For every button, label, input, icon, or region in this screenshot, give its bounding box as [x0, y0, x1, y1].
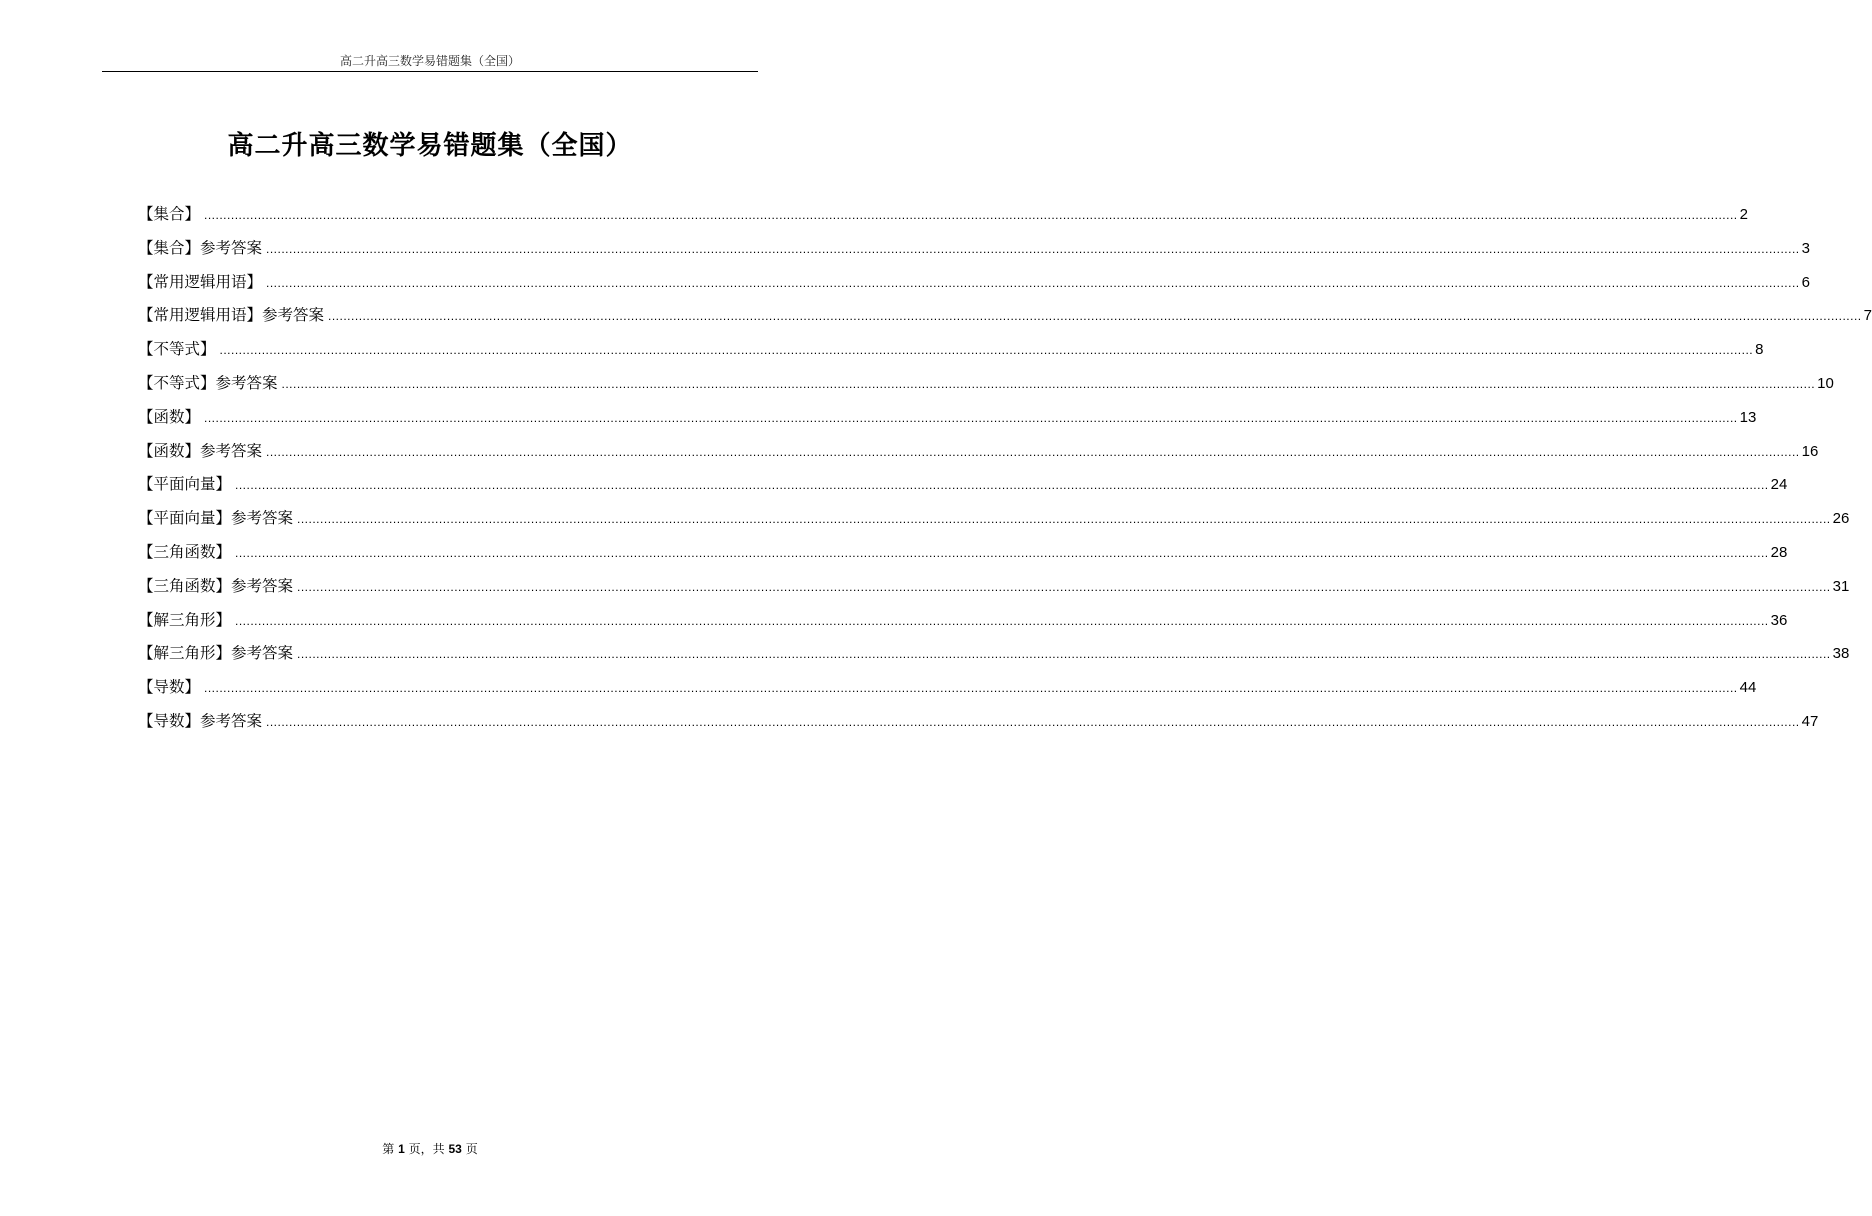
toc-entry-label: 【不等式】参考答案 [138, 373, 278, 392]
toc-entry-page-number: 31 [1832, 577, 1850, 595]
toc-entry-page-number: 38 [1832, 645, 1850, 663]
toc-entry-page-number: 7 [1863, 307, 1872, 325]
dot-leader: ................................................................................................................................................................................................................................................................................................................................................................................................................ [297, 647, 1831, 662]
toc-entry[interactable] [138, 270, 1810, 304]
dot-leader: ................................................................................................................................................................................................................................................................................................................................................................................................................ [204, 208, 1738, 222]
toc-entry-label: 【函数】参考答案 [138, 441, 263, 460]
toc-entry-label: 【集合】参考答案 [138, 238, 263, 257]
toc-entry-label: 【三角函数】参考答案 [138, 576, 294, 595]
toc-entry-label: 【常用逻辑用语】参考答案 [138, 306, 325, 325]
dot-leader: ................................................................................................................................................................................................................................................................................................................................................................................................................ [266, 275, 1800, 290]
toc-entry[interactable] [138, 641, 1850, 675]
toc-entry[interactable] [138, 202, 1748, 236]
footer-middle: 页，共 [408, 1142, 445, 1156]
toc-entry[interactable] [138, 439, 1819, 473]
dot-leader: ................................................................................................................................................................................................................................................................................................................................................................................................................ [297, 512, 1831, 527]
toc-entry[interactable] [138, 303, 1872, 337]
toc-entry[interactable] [138, 405, 1757, 439]
toc-entry-label: 【三角函数】 [138, 542, 232, 561]
toc-entry[interactable] [138, 236, 1810, 270]
table-of-contents [138, 202, 1872, 743]
toc-entry-label: 【不等式】 [138, 340, 216, 359]
toc-entry-label: 【解三角形】 [138, 610, 232, 629]
toc-entry-label: 【平面向量】参考答案 [138, 509, 294, 528]
dot-leader: ................................................................................................................................................................................................................................................................................................................................................................................................................ [235, 545, 1769, 560]
toc-entry[interactable] [138, 574, 1850, 608]
toc-entry[interactable] [138, 540, 1788, 574]
toc-entry-page-number: 8 [1755, 341, 1764, 359]
dot-leader: ................................................................................................................................................................................................................................................................................................................................................................................................................ [328, 309, 1862, 324]
toc-entry-label: 【集合】 [138, 205, 201, 223]
toc-entry-page-number: 47 [1801, 712, 1819, 730]
toc-entry-label: 【常用逻辑用语】 [138, 272, 263, 291]
toc-entry-page-number: 16 [1801, 442, 1819, 460]
toc-entry-page-number: 2 [1739, 206, 1748, 223]
toc-entry-page-number: 13 [1739, 408, 1757, 426]
dot-leader: ................................................................................................................................................................................................................................................................................................................................................................................................................ [266, 241, 1800, 256]
toc-entry-page-number: 26 [1832, 510, 1850, 528]
dot-leader: ................................................................................................................................................................................................................................................................................................................................................................................................................ [281, 376, 1816, 391]
toc-entry-label: 【解三角形】参考答案 [138, 644, 294, 663]
toc-entry-page-number: 6 [1801, 273, 1810, 291]
toc-entry[interactable] [138, 371, 1834, 405]
toc-entry-page-number: 36 [1770, 611, 1788, 629]
toc-entry-page-number: 44 [1739, 679, 1757, 697]
dot-leader: ................................................................................................................................................................................................................................................................................................................................................................................................................ [297, 579, 1831, 594]
footer-current-page: 1 [398, 1142, 405, 1156]
running-header: 高二升高三数学易错题集（全国） [339, 54, 520, 68]
dot-leader: ................................................................................................................................................................................................................................................................................................................................................................................................................ [219, 343, 1754, 358]
toc-entry[interactable] [138, 472, 1788, 506]
toc-entry[interactable] [138, 608, 1788, 642]
header-rule [102, 71, 758, 72]
dot-leader: ................................................................................................................................................................................................................................................................................................................................................................................................................ [204, 681, 1738, 696]
toc-entry-page-number: 24 [1770, 476, 1788, 494]
dot-leader: ................................................................................................................................................................................................................................................................................................................................................................................................................ [235, 613, 1769, 628]
toc-entry-label: 【函数】 [138, 407, 201, 426]
footer-prefix: 第 [382, 1142, 395, 1156]
document-title: 高二升高三数学易错题集（全国） [227, 131, 633, 161]
page-footer [102, 1140, 758, 1157]
footer-suffix: 页 [465, 1142, 478, 1156]
toc-entry[interactable] [138, 506, 1850, 540]
footer-total-pages: 53 [448, 1142, 462, 1156]
toc-entry-page-number: 28 [1770, 543, 1788, 561]
toc-entry-page-number: 10 [1817, 374, 1834, 392]
dot-leader: ................................................................................................................................................................................................................................................................................................................................................................................................................ [235, 478, 1769, 493]
toc-entry[interactable] [138, 709, 1819, 743]
toc-entry-label: 【导数】参考答案 [138, 711, 263, 730]
toc-entry-page-number: 3 [1801, 239, 1810, 257]
dot-leader: ................................................................................................................................................................................................................................................................................................................................................................................................................ [266, 714, 1800, 729]
dot-leader: ................................................................................................................................................................................................................................................................................................................................................................................................................ [266, 444, 1800, 459]
toc-entry-label: 【导数】 [138, 678, 201, 697]
toc-entry[interactable] [138, 337, 1764, 371]
dot-leader: ................................................................................................................................................................................................................................................................................................................................................................................................................ [204, 410, 1738, 425]
toc-entry[interactable] [138, 675, 1757, 709]
toc-entry-label: 【平面向量】 [138, 475, 232, 494]
